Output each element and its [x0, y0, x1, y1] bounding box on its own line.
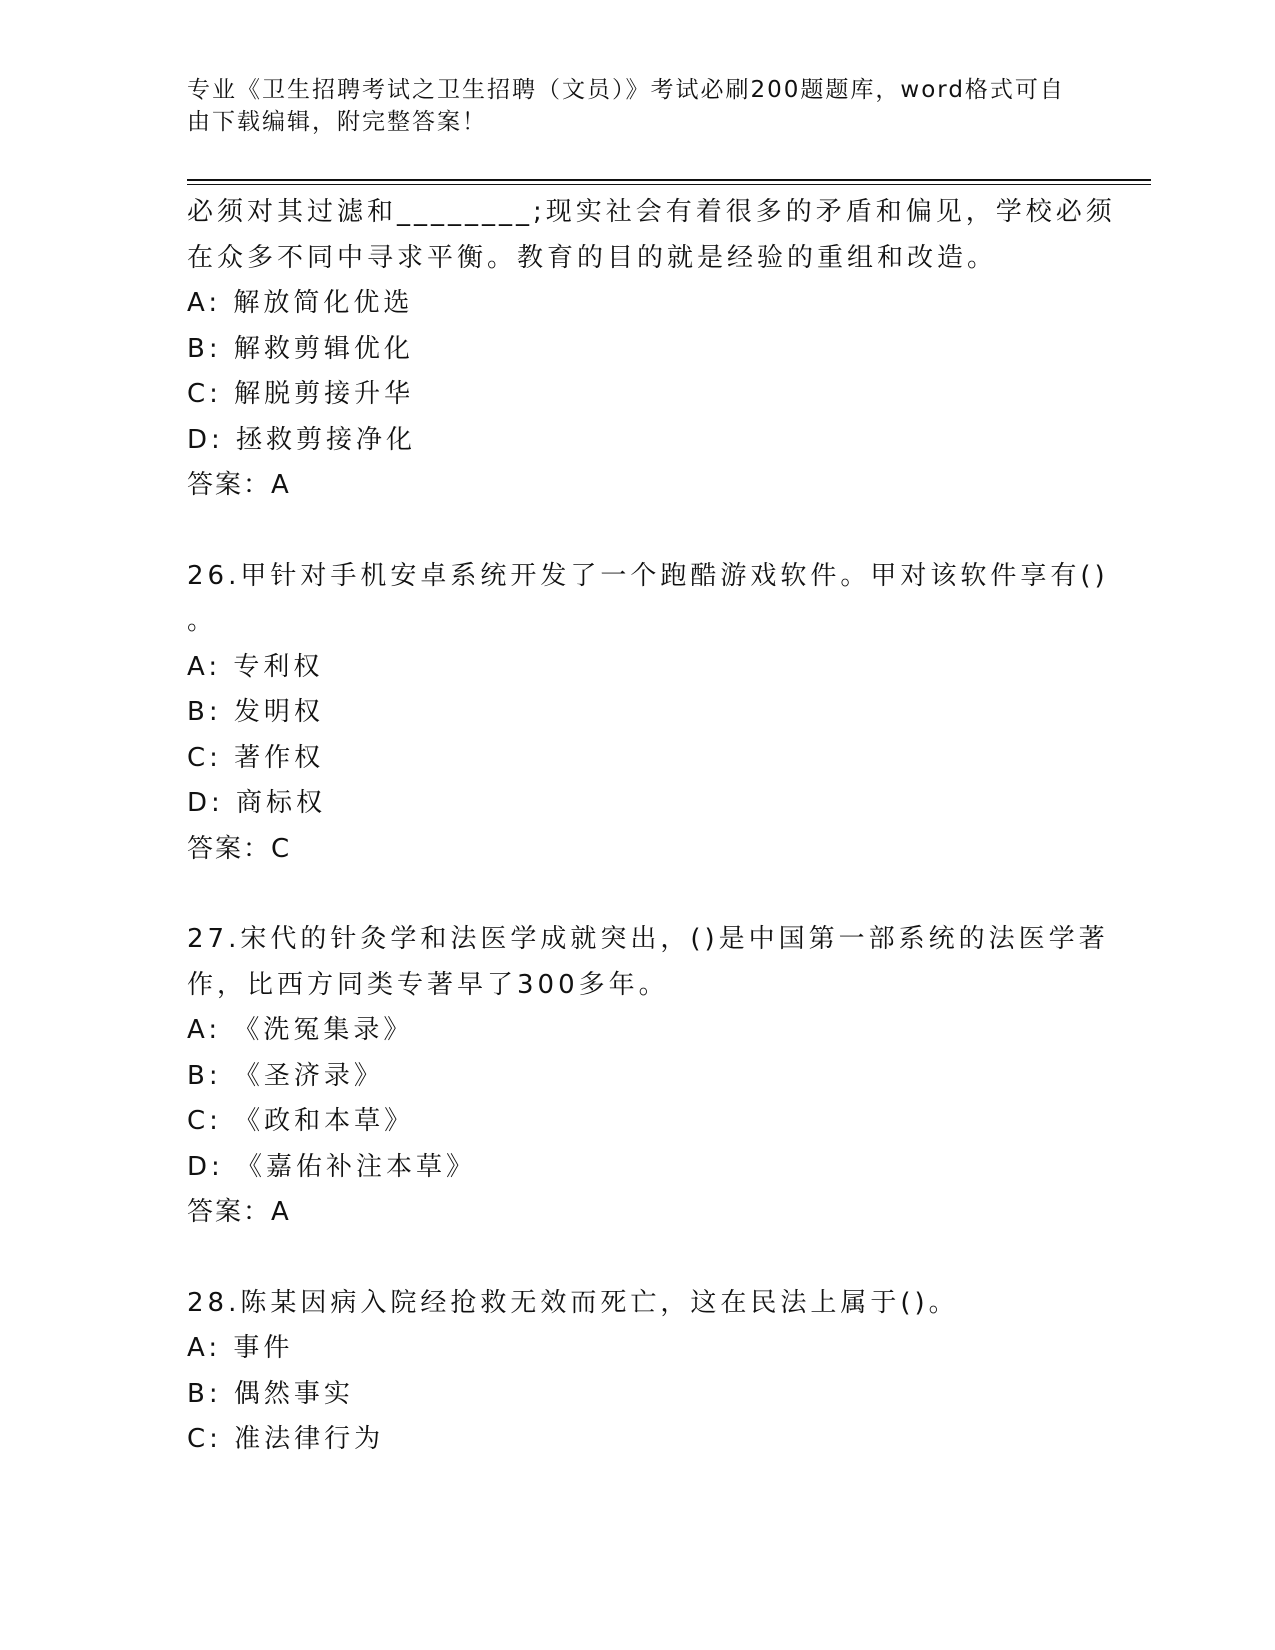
question-26 [187, 554, 1109, 873]
question-text-line: 作，比西方同类专著早了300多年。 [187, 969, 669, 1000]
option-b: B: 解救剪辑优化 [187, 333, 414, 364]
question-28 [187, 1281, 1087, 1463]
option-c: C: 准法律行为 [187, 1424, 385, 1454]
option-d: D: 商标权 [187, 788, 327, 818]
option-b: B: 偶然事实 [187, 1378, 354, 1409]
question-text-line: 27.宋代的针灸学和法医学成就突出，()是中国第一部系统的法医学著 [187, 924, 1109, 954]
question-text-line: 28.陈某因病入院经抢救无效而死亡，这在民法上属于()。 [187, 1287, 959, 1318]
answer-line: 答案：A [187, 470, 291, 500]
option-a: A: 事件 [187, 1333, 294, 1363]
question-text-line: 必须对其过滤和________;现实社会有着很多的矛盾和偏见，学校必须 [187, 197, 1116, 227]
document-header [187, 74, 1067, 138]
question-25-continuation [187, 190, 1116, 509]
question-text-line: 26.甲针对手机安卓系统开发了一个跑酷游戏软件。甲对该软件享有() [187, 560, 1109, 591]
option-a: A: 专利权 [187, 651, 324, 682]
question-27 [187, 917, 1109, 1236]
question-text-line: 。 [187, 606, 218, 636]
option-a: A: 《洗冤集录》 [187, 1015, 414, 1045]
option-b: B: 发明权 [187, 697, 324, 727]
answer-line: 答案：A [187, 1197, 291, 1227]
option-d: D: 《嘉佑补注本草》 [187, 1151, 477, 1182]
option-d: D: 拯救剪接净化 [187, 424, 417, 455]
header-divider-thick [187, 179, 1151, 181]
option-c: C: 《政和本草》 [187, 1106, 415, 1136]
option-c: C: 解脱剪接升华 [187, 379, 415, 409]
question-content [187, 190, 1116, 1463]
header-line-1: 专业《卫生招聘考试之卫生招聘（文员）》考试必刷200题题库，word格式可自 [187, 77, 1065, 103]
question-text-line: 在众多不同中寻求平衡。教育的目的就是经验的重组和改造。 [187, 242, 998, 273]
answer-line: 答案：C [187, 833, 292, 864]
option-c: C: 著作权 [187, 742, 325, 773]
header-line-2: 由下载编辑，附完整答案！ [187, 109, 487, 135]
header-divider-thin [187, 184, 1151, 185]
option-a: A: 解放简化优选 [187, 288, 414, 318]
option-b: B: 《圣济录》 [187, 1060, 384, 1091]
